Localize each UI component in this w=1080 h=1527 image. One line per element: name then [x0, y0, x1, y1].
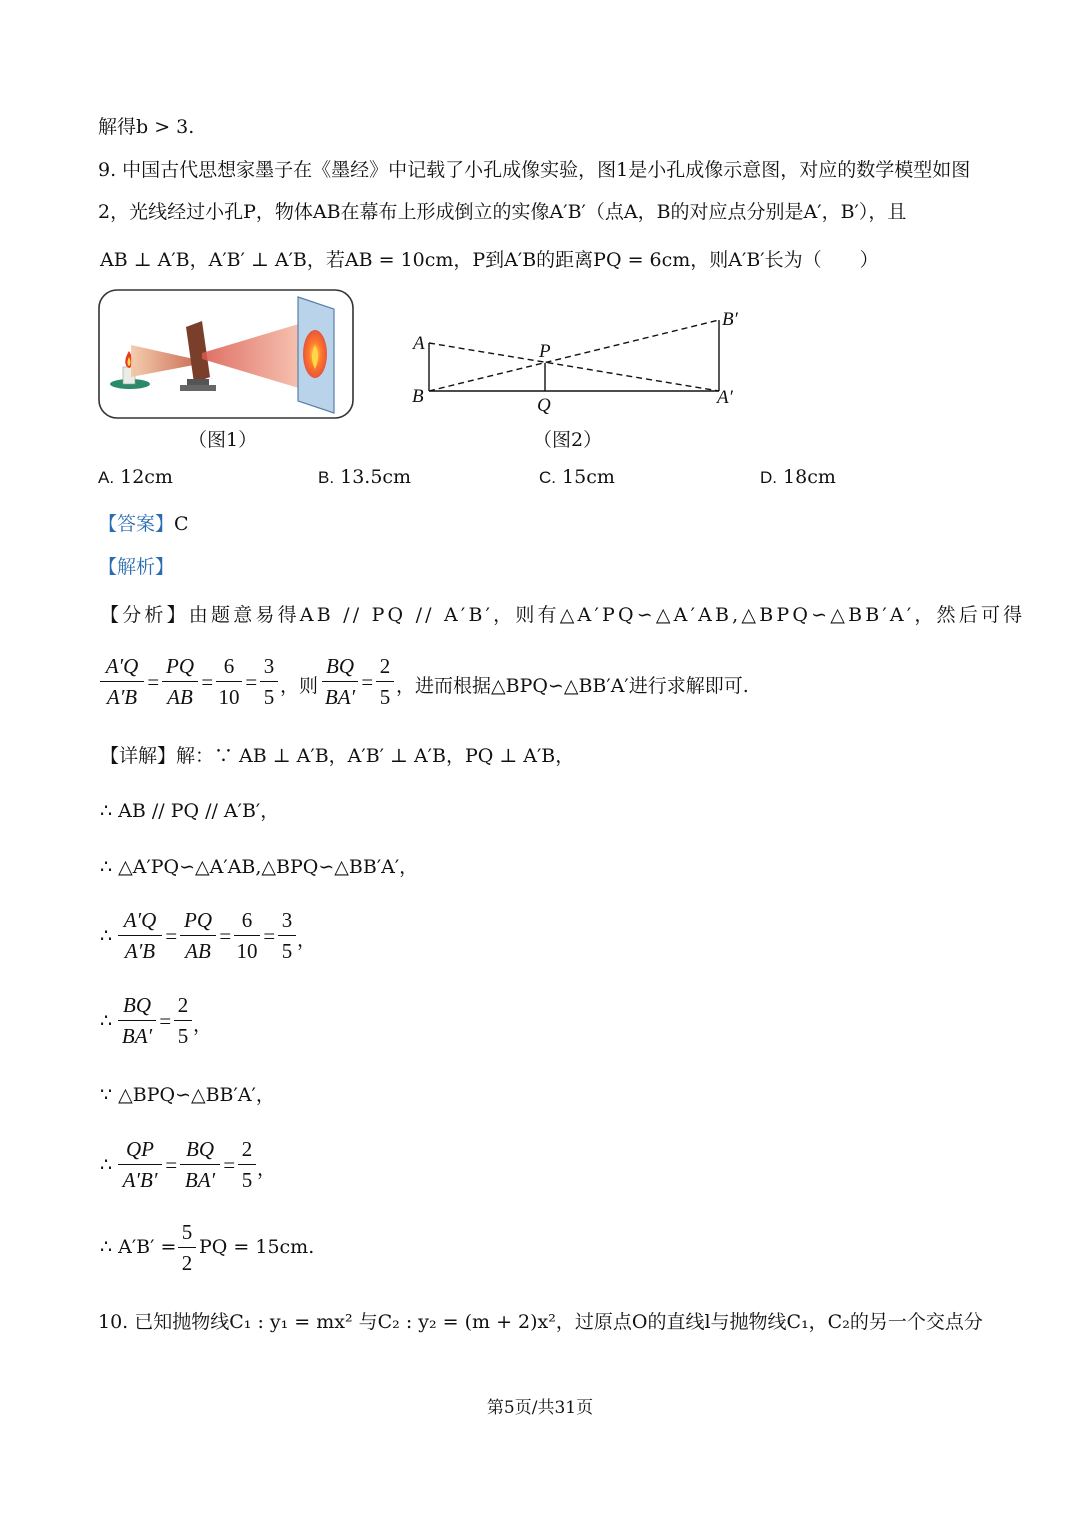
- denominator: 5: [379, 685, 391, 709]
- option-d-label: D.: [760, 468, 777, 487]
- point-label-b-prime: B′: [722, 309, 738, 330]
- point-label-p: P: [539, 341, 551, 362]
- denominator: 10: [236, 939, 258, 963]
- comma: ，: [257, 1158, 277, 1180]
- option-b: [318, 466, 411, 488]
- option-c: [539, 466, 615, 488]
- option-a-value: 12cm: [120, 466, 173, 488]
- numerator: 3: [281, 908, 293, 932]
- numerator: 3: [263, 654, 275, 678]
- comma: ，: [297, 929, 317, 951]
- point-label-a-prime: A′: [717, 387, 733, 408]
- denominator: 5: [263, 685, 275, 709]
- therefore-symbol: ∴: [100, 1010, 113, 1032]
- fraction-5-over-2: [178, 1219, 196, 1276]
- detail-tag: 【详解】解：: [100, 745, 215, 767]
- denominator: A′B: [124, 939, 156, 963]
- fraction-3-over-5: [278, 907, 296, 964]
- option-d: [760, 466, 836, 488]
- question-10-line-1: 10. 已知抛物线C₁ : y₁ = mx² 与C₂ : y₂ = (m + 2)x²，过原点O的直线l与抛物线C₁，C₂的另一个交点分: [98, 1311, 983, 1333]
- point-label-b: B: [412, 386, 424, 407]
- answer-tag: 【答案】: [98, 513, 175, 535]
- detail-step-1: ∵ AB ⊥ A′B，A′B′ ⊥ A′B，PQ ⊥ A′B，: [214, 745, 575, 767]
- equals-sign: =: [244, 670, 259, 694]
- numerator: A′Q: [105, 654, 139, 678]
- figure-2-caption: （图2）: [533, 429, 603, 451]
- numerator: A′Q: [123, 908, 157, 932]
- numerator: BQ: [186, 1137, 214, 1161]
- fraction-2-over-5: [238, 1136, 256, 1193]
- detail-line-1: [100, 741, 574, 768]
- denominator: 5: [281, 939, 293, 963]
- numerator: BQ: [123, 993, 151, 1017]
- analysis-line-1: 【分析】由题意易得AB // PQ // A′B′，则有△A′PQ∽△A′AB,△BPQ∽△BB′A′，然后可得: [100, 604, 1026, 626]
- detail-step-8-tail: PQ = 15cm.: [199, 1236, 315, 1258]
- question-9-line-2: 2，光线经过小孔P，物体AB在幕布上形成倒立的实像A′B′（点A，B的对应点分别是A′，B′），且: [98, 201, 907, 223]
- option-b-label: B.: [318, 468, 335, 487]
- analysis-connector: ，则: [280, 675, 319, 697]
- therefore-symbol: ∴: [100, 925, 113, 947]
- equals-sign: =: [146, 670, 161, 694]
- detail-step-3: ∴ △A′PQ∽△A′AB,△BPQ∽△BB′A′，: [100, 856, 419, 878]
- fraction-pq-over-ab: [162, 653, 198, 710]
- fraction-2-over-5: [376, 653, 394, 710]
- denominator: BA′: [184, 1168, 216, 1192]
- denominator: AB: [167, 685, 193, 709]
- solution-conclusion: 解得b > 3.: [98, 116, 195, 138]
- analysis-tag: 【解析】: [98, 556, 175, 578]
- denominator: 5: [177, 1024, 189, 1048]
- figure-1-pinhole-illustration: [98, 289, 354, 419]
- option-b-value: 13.5cm: [340, 466, 412, 488]
- point-label-q: Q: [537, 395, 551, 415]
- numerator: 2: [177, 993, 189, 1017]
- fraction-3-over-5: [260, 653, 278, 710]
- question-9-line-1: 9. 中国古代思想家墨子在《墨经》中记载了小孔成像实验，图1是小孔成像示意图，对应的数学模型如图: [98, 159, 971, 181]
- denominator: A′B′: [122, 1168, 158, 1192]
- numerator: 2: [241, 1137, 253, 1161]
- answer-value: C: [174, 513, 189, 535]
- fraction-6-over-10: [216, 653, 242, 710]
- detail-step-6: ∵ △BPQ∽△BB′A′，: [100, 1084, 275, 1106]
- fraction-bq-over-ba1: [118, 992, 156, 1049]
- denominator: 5: [241, 1168, 253, 1192]
- equals-sign: =: [222, 1153, 237, 1177]
- denominator: BA′: [121, 1024, 153, 1048]
- fraction-bq-over-ba1: [322, 653, 358, 710]
- detail-step-2: ∴ AB // PQ // A′B′，: [100, 800, 280, 822]
- figure-1-caption: （图1）: [188, 429, 258, 451]
- option-d-value: 18cm: [783, 466, 836, 488]
- numerator: PQ: [184, 908, 212, 932]
- fraction-6-over-10: [234, 907, 260, 964]
- numerator: 2: [379, 654, 391, 678]
- fraction-a1q-over-a1b: [100, 653, 144, 710]
- equals-sign: =: [164, 924, 179, 948]
- option-a-label: A.: [98, 468, 115, 487]
- denominator: 2: [181, 1251, 193, 1275]
- numerator: QP: [126, 1137, 154, 1161]
- option-a: [98, 466, 173, 488]
- equals-sign: =: [200, 670, 215, 694]
- denominator: 10: [218, 685, 240, 709]
- fraction-2-over-5: [174, 992, 192, 1049]
- page-footer: 第5页/共31页: [486, 1398, 594, 1418]
- equals-sign: =: [158, 1009, 173, 1033]
- comma: ，: [193, 1014, 213, 1036]
- fraction-pq-over-ab: [180, 907, 216, 964]
- fraction-a1q-over-a1b: [118, 907, 162, 964]
- equals-sign: =: [164, 1153, 179, 1177]
- denominator: A′B: [106, 685, 138, 709]
- analysis-line-2-tail: ，进而根据△BPQ∽△BB′A′进行求解即可.: [396, 675, 749, 697]
- point-label-a: A: [413, 333, 425, 354]
- numerator: 5: [181, 1220, 193, 1244]
- detail-step-8: ∴ A′B′ =: [100, 1236, 177, 1258]
- fraction-qp-over-a1b1: [118, 1136, 162, 1193]
- option-c-label: C.: [539, 468, 556, 487]
- numerator: 6: [223, 654, 235, 678]
- numerator: 6: [241, 908, 253, 932]
- numerator: BQ: [326, 654, 354, 678]
- question-9-line-3: AB ⊥ A′B，A′B′ ⊥ A′B，若AB = 10cm，P到A′B的距离PQ = 6cm，则A′B′长为（ ）: [100, 249, 879, 271]
- fraction-bq-over-ba1: [180, 1136, 220, 1193]
- denominator: BA′: [324, 685, 356, 709]
- denominator: AB: [185, 939, 211, 963]
- numerator: PQ: [166, 654, 194, 678]
- equals-sign: =: [262, 924, 277, 948]
- figure-2-geometry-diagram: [405, 305, 755, 415]
- equals-sign: =: [360, 670, 375, 694]
- answer-line: [98, 509, 189, 536]
- equals-sign: =: [218, 924, 233, 948]
- therefore-symbol: ∴: [100, 1154, 113, 1176]
- option-c-value: 15cm: [562, 466, 615, 488]
